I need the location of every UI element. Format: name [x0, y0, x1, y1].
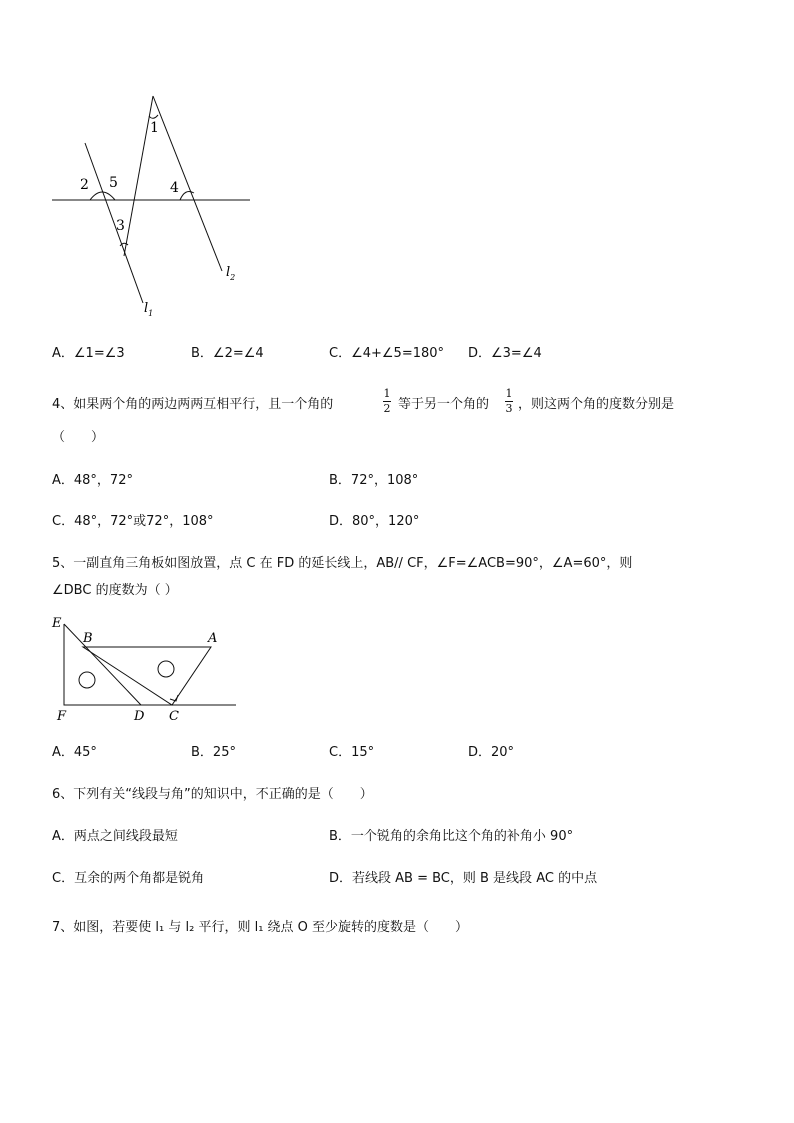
- q3-option-b: B．∠2=∠4: [191, 346, 264, 361]
- q4-fraction-half: [383, 388, 391, 415]
- q4-fraction-third: [505, 388, 513, 415]
- triangle-hole-left: [79, 672, 95, 688]
- q4-option-a: A．48°，72°: [52, 473, 133, 488]
- angle-1-arc: [149, 115, 158, 118]
- q5-text-line2: ∠DBC 的度数为（ ）: [52, 583, 178, 598]
- right-angle-mark: [170, 695, 178, 701]
- triangle-abc: [83, 647, 211, 705]
- label-D: D: [134, 709, 145, 724]
- q4-frac2-num: 1: [505, 387, 513, 400]
- q3-option-d: D．∠3=∠4: [468, 346, 542, 361]
- q6-text: 6、下列有关“线段与角”的知识中，不正确的是（ ）: [52, 787, 373, 802]
- q4-answer-bracket: （ ）: [52, 430, 105, 445]
- line-l2: [153, 96, 222, 271]
- q5-option-c: C．15°: [329, 745, 375, 760]
- label-F: F: [57, 709, 67, 724]
- q4-option-c: C．48°，72°或72°，108°: [52, 514, 214, 529]
- q6-option-a: A．两点之间线段最短: [52, 829, 178, 844]
- label-angle-3: 3: [116, 218, 125, 234]
- label-l1: $l_1$: [144, 301, 154, 318]
- q6-option-b: B．一个锐角的余角比这个角的补角小 90°: [329, 829, 574, 844]
- triangle-efd: [64, 624, 141, 705]
- q5-option-b: B．25°: [191, 745, 236, 760]
- label-angle-1: 1: [150, 120, 159, 136]
- triangle-hole-right: [158, 661, 174, 677]
- angle-2-5-arc: [90, 192, 115, 200]
- q4-frac1-den: 2: [383, 402, 391, 415]
- line-l1: [85, 143, 143, 303]
- label-C: C: [169, 709, 179, 724]
- label-angle-2: 2: [80, 177, 89, 193]
- q3-option-a: A．∠1=∠3: [52, 346, 125, 361]
- q7-text: 7、如图，若要使 l₁ 与 l₂ 平行，则 l₁ 绕点 O 至少旋转的度数是（ ）: [52, 920, 469, 935]
- q4-option-d: D．80°，120°: [329, 514, 420, 529]
- q3-option-c: C．∠4+∠5=180°: [329, 346, 445, 361]
- q5-text-line1: 5、一副直角三角板如图放置，点 C 在 FD 的延长线上，AB// CF，∠F=∠ACB=90°，∠A=60°，则: [52, 556, 633, 571]
- label-l2: $l_2$: [226, 265, 236, 282]
- label-B: B: [83, 631, 93, 646]
- q5-option-d: D．20°: [468, 745, 515, 760]
- label-A: A: [208, 631, 218, 646]
- q4-frac2-den: 3: [505, 402, 513, 415]
- q4-text-part1: 4、如果两个角的两边两两互相平行，且一个角的: [52, 397, 334, 412]
- label-angle-5: 5: [109, 175, 118, 191]
- q4-option-b: B．72°，108°: [329, 473, 419, 488]
- q4-frac1-num: 1: [383, 387, 391, 400]
- figure-triangle-boards: [45, 612, 245, 724]
- line-apex-left: [124, 96, 153, 256]
- q4-text-part2: 等于另一个角的: [398, 397, 490, 412]
- q4-text-part3: ，则这两个角的度数分别是: [518, 397, 675, 412]
- q5-option-a: A．45°: [52, 745, 97, 760]
- label-angle-4: 4: [170, 180, 179, 196]
- figure-angles-diagram: [40, 88, 280, 323]
- q6-option-d: D．若线段 AB = BC，则 B 是线段 AC 的中点: [329, 871, 598, 886]
- label-E: E: [52, 616, 62, 631]
- q6-option-c: C．互余的两个角都是锐角: [52, 871, 205, 886]
